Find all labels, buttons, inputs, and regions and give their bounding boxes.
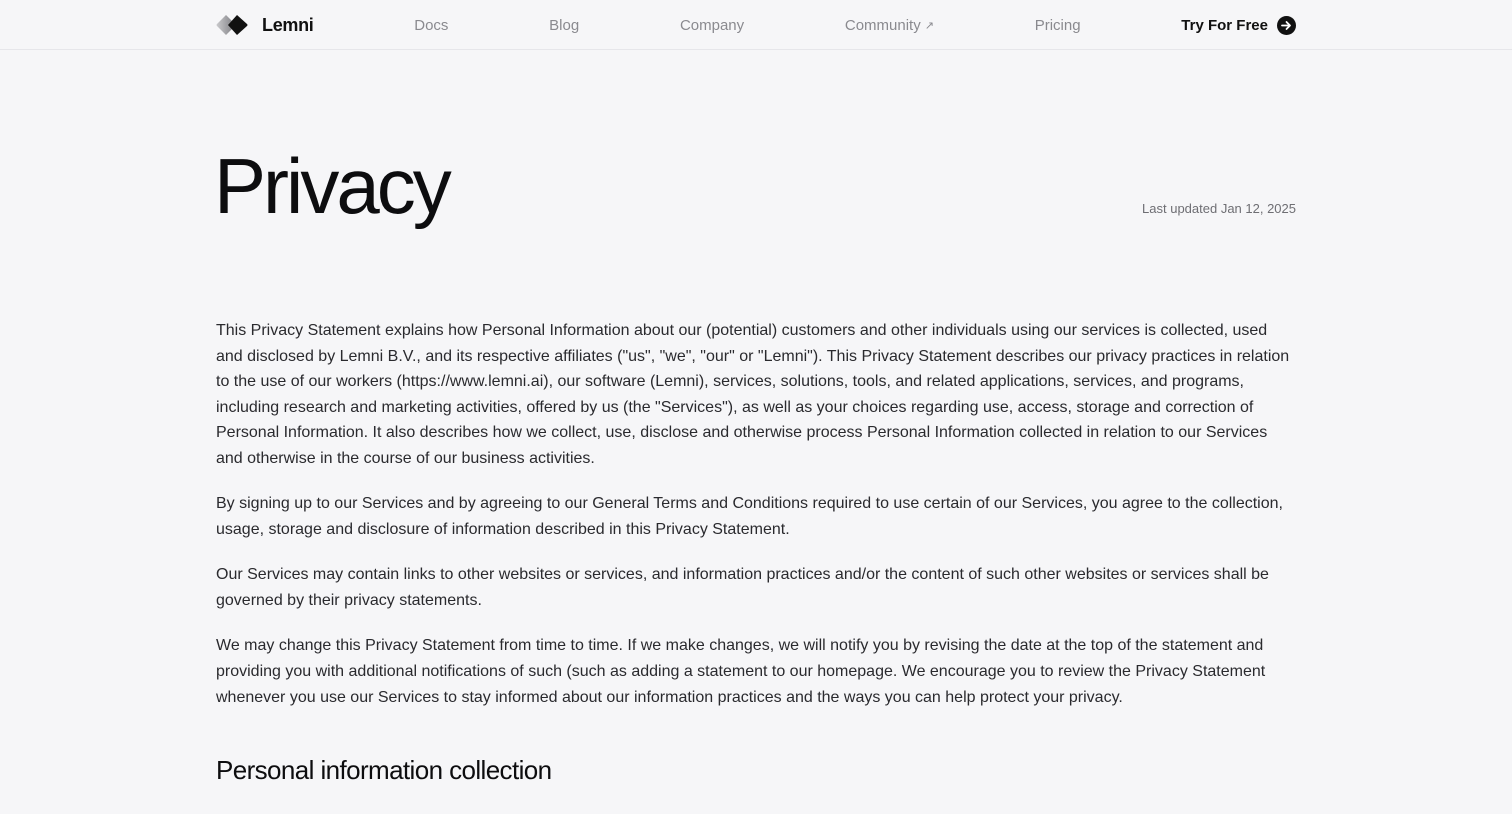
external-link-icon: ↗ bbox=[924, 19, 934, 32]
changes-paragraph: We may change this Privacy Statement from time to time. If we make changes, we will notify you by revising the date at the top of the statement and providing you with additional notifications of such (such as adding a statement to our homepage. We encourage you to review the Privacy Statement whenever you use our Services to stay informed about our information practices and the ways you can help protect your privacy. bbox=[216, 637, 1266, 706]
nav-link-community-label: Community bbox=[844, 16, 921, 34]
page-title: Privacy bbox=[214, 142, 449, 230]
lemni-logo-icon bbox=[216, 14, 249, 36]
top-navigation bbox=[0, 0, 1512, 50]
nav-link-blog[interactable] bbox=[549, 17, 579, 34]
brand-home-link[interactable] bbox=[216, 14, 314, 36]
nav-link-company-label: Company bbox=[679, 16, 745, 34]
nav-inner bbox=[216, 0, 1296, 50]
nav-link-docs-label: Docs bbox=[414, 16, 449, 34]
arrow-right-icon bbox=[1277, 16, 1296, 35]
section-heading: Personal information collection bbox=[216, 755, 552, 786]
consent-paragraph: By signing up to our Services and by agreeing to our General Terms and Conditions required to use certain of our Services, you agree to the collection, usage, storage and disclosure of information described in this Privacy Statement. bbox=[216, 495, 1283, 538]
nav-link-community[interactable] bbox=[845, 17, 934, 34]
nav-link-docs[interactable] bbox=[414, 17, 448, 34]
page-hero bbox=[216, 140, 1296, 240]
try-for-free-label: Try For Free bbox=[1181, 16, 1268, 34]
last-updated-date: Last updated Jan 12, 2025 bbox=[1142, 201, 1296, 216]
third-party-links-paragraph: Our Services may contain links to other websites or services, and information practices and/or the content of such other websites or services shall be governed by their privacy statements. bbox=[216, 566, 1269, 609]
nav-link-blog-label: Blog bbox=[549, 16, 580, 34]
privacy-content bbox=[216, 318, 1296, 786]
nav-link-pricing-label: Pricing bbox=[1034, 16, 1081, 34]
nav-link-company[interactable] bbox=[680, 17, 744, 34]
intro-paragraph: This Privacy Statement explains how Personal Information about our (potential) customers and other individuals using our services is collected, used and disclosed by Lemni B.V., and its respective affiliates ("us", "we", "our" or "Lemni"). This Privacy Statement describes our privacy practices in relation to the use of our workers (https://www.lemni.ai), our software (Lemni), services, solutions, tools, and related applications, services, and programs, including research and marketing activities, offered by us (the "Services"), as well as your choices regarding use, access, storage and correction of Personal Information. It also describes how we collect, use, disclose and otherwise process Personal Information collected in relation to our Services and otherwise in the course of our business activities. bbox=[216, 322, 1290, 467]
brand-name: Lemni bbox=[262, 14, 314, 35]
try-for-free-button[interactable] bbox=[1181, 16, 1296, 35]
nav-link-pricing[interactable] bbox=[1035, 17, 1081, 34]
